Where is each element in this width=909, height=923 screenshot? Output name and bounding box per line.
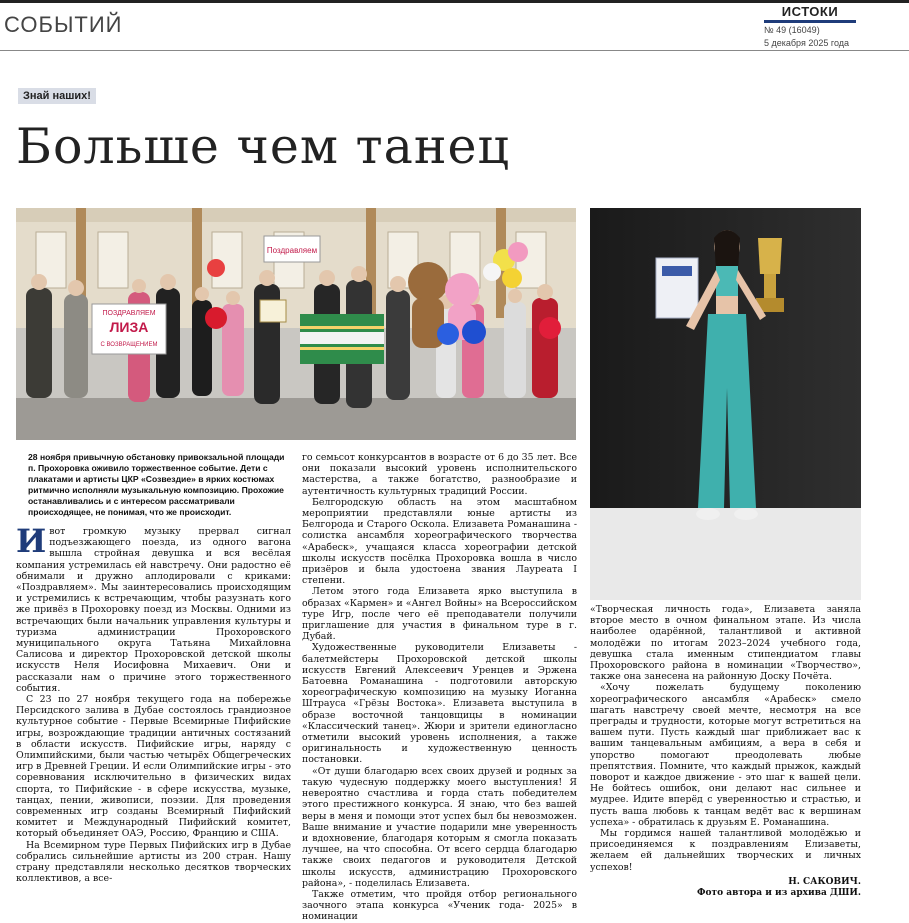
- poster-left-line3: С ВОЗВРАЩЕНИЕМ: [100, 342, 158, 348]
- masthead-bar: [764, 20, 856, 23]
- paragraph: На Всемирном туре Первых Пифийских игр в Дубае собрались сильнейшие артисты из 200 стран. Нашу страну представляли несколько десятков творческих коллективов, а все-: [16, 839, 291, 885]
- paragraph: С 23 по 27 ноября текущего года на побережье Персидского залива в Дубае состоялось грандиозное культурное событие - Первые Всемирные Пифийские игры, возрождающие традиции античных состязаний в области искусств. Пифийские игры, наряду с Олимпийскими, были частью четырёх Общегреческих игр в Древней Греции. И если Олимпийские игры - это соревнования исключительно в физических видах спорта, то Пифийские - в сфере искусства, музыке, танцах, пении, живописи, поэзии. Для проведения современных игр созданы Всемирный Пифийский комитет и Международный Пифийский комитет, который объединяет ОАЭ, Россию, Францию и США.: [16, 694, 291, 840]
- paragraph: Мы гордимся нашей талантливой молодёжью и присоединяемся к поздравлениям Елизаветы, желаем ей дальнейших творческих и личных успехов!: [590, 828, 861, 873]
- newspaper-name: ИСТОКИ: [781, 4, 839, 19]
- paragraph-text: вот громкую музыку прервал сигнал подъезжающего поезда, из одного вагона вышла стройная девушка и вся весёлая компания устремилась ей навстречу. Они радостно её обнимали и дружно аплодировали с криками: «Поздравляем». Мы заинтересовались происходящим и устремились к встречающим, чтобы разузнать кого же привёз в Прохоровку поезд из Москвы. Одними из встречающих были начальник управления культуры и туризма администрации Прохоровского муниципального округа Татьяна Михайловна Салисова и директор Прохоровской детской школы искусств Неля Иосифовна Михаевич. Они и рассказали нам о причине этого торжественного события.: [16, 526, 291, 694]
- paragraph: Художественные руководители Елизаветы - балетмейстеры Прохоровской детской школы искусств Евгений Алексеевич Уренцев и Эржена Батоевна Романашина - подготовили авторскую хореографическую композицию на музыку Иоганна Штрауса «Грёзы Востока». Елизавета выступила в образе восточной танцовщицы в номинации «Классический танец». Жюри и зрители единогласно отметили высокий уровень исполнения, а также оригинальность и художественную ценность постановки.: [302, 642, 577, 766]
- group-photo: [16, 208, 576, 440]
- photo-credit: Фото автора и из архива ДШИ.: [697, 888, 861, 899]
- poster-left-line1: ПОЗДРАВЛЯЕМ: [102, 310, 156, 317]
- section-title: СОБЫТИЙ: [4, 12, 123, 37]
- poster-left-line2: ЛИЗА: [109, 319, 149, 335]
- column-1: [16, 452, 291, 885]
- issue-date: 5 декабря 2025 года: [764, 38, 850, 48]
- paragraph: Белгородскую область на этом масштабном мероприятии представляли юные артисты из Белгорода и Старого Оскола. Елизавета Романашина - солистка ансамбля хореографического творчества «Арабеск», учащаяся класса хореографии детской школы искусств посёлка Прохоровка вошла в число призёров и была удостоена звания Лауреата I степени.: [302, 496, 577, 587]
- header-rule: [0, 50, 909, 51]
- masthead: [764, 4, 856, 49]
- top-border: [0, 0, 909, 3]
- paragraph: [16, 522, 291, 694]
- rubric-tag: Знай наших!: [18, 88, 96, 104]
- column-2: [302, 452, 577, 923]
- article-lead: 28 ноября привычную обстановку привокзальной площади п. Прохоровка оживило торжественное событие. Дети с плакатами и артисты ЦКР «Созвездие» в ярких костюмах ритмично исполняли музыкальную композицию. Прохожие останавливались и с интересом рассматривали происходящее, не понимая, что же происходит.: [28, 452, 285, 517]
- article-author: Н. САКОВИЧ.: [788, 876, 861, 887]
- column-3: [590, 604, 861, 899]
- paragraph: Летом этого года Елизавета ярко выступила в образах «Кармен» и «Ангел Войны» на Всероссийском туре Игр, после чего её преподаватели получили приглашение для участия в финальном туре в г. Дубай.: [302, 586, 577, 643]
- dancer-photo: [590, 208, 861, 600]
- article-title: Больше чем танец: [16, 118, 511, 175]
- paragraph: го семьсот конкурсантов в возрасте от 6 до 35 лет. Все они показали высокий уровень исполнительского мастерства, а также богатство, разнообразие и аутентичность культурных традиций России.: [302, 452, 577, 497]
- issue-number: № 49 (16049): [764, 25, 820, 35]
- poster-top: Поздравляем: [266, 246, 318, 255]
- paragraph: Также отметим, что пройдя отбор регионального заочного этапа конкурса «Ученик года- 2025» в номинации: [302, 888, 577, 923]
- paragraph: «Творческая личность года», Елизавета заняла второе место в очном финальном этапе. Из числа наиболее одарённой, талантливой и активной молодёжи по итогам 2023–2024 учебного года, девушка стала именным стипендиатом главы Прохоровского района в номинации «Творчество», также она занесена на районную Доску Почёта.: [590, 604, 861, 683]
- drop-cap: И: [16, 522, 47, 560]
- paragraph: «От души благодарю всех своих друзей и родных за такую чудесную поддержку моего выступления! Я невероятно счастлива и горда стать победителем этого престижного конкурса. Я знаю, что без вашей веры в меня и помощи этот успех был бы невозможен. Ваше внимание и участие подарили мне уверенность и вдохновение, благодаря которым я смогла показать лучшее, на что способна. От всего сердца благодарю также своих педагогов и руководителя Детской школы искусств, администрацию Прохоровского района», - поделилась Елизавета.: [302, 765, 577, 889]
- paragraph: «Хочу пожелать будущему поколению хореографического ансамбля «Арабеск» смело шагать навстречу своей мечте, несмотря на все преграды и трудности, которые могут встретиться на вашем пути. Пусть каждый шаг приближает вас к вашим танцевальным амбициям, а вера в себя и упорство помогают преодолевать любые препятствия. Помните, что каждый прыжок, каждый поворот и каждое движение - это шаг к вашей цели. Не бойтесь ошибок, они делают нас сильнее и мудрее. Идите вперёд с уверенностью и страстью, и пусть ваша любовь к танцам ведёт вас к вершинам успеха» - обратилась к друзьям Е. Романашина.: [590, 682, 861, 828]
